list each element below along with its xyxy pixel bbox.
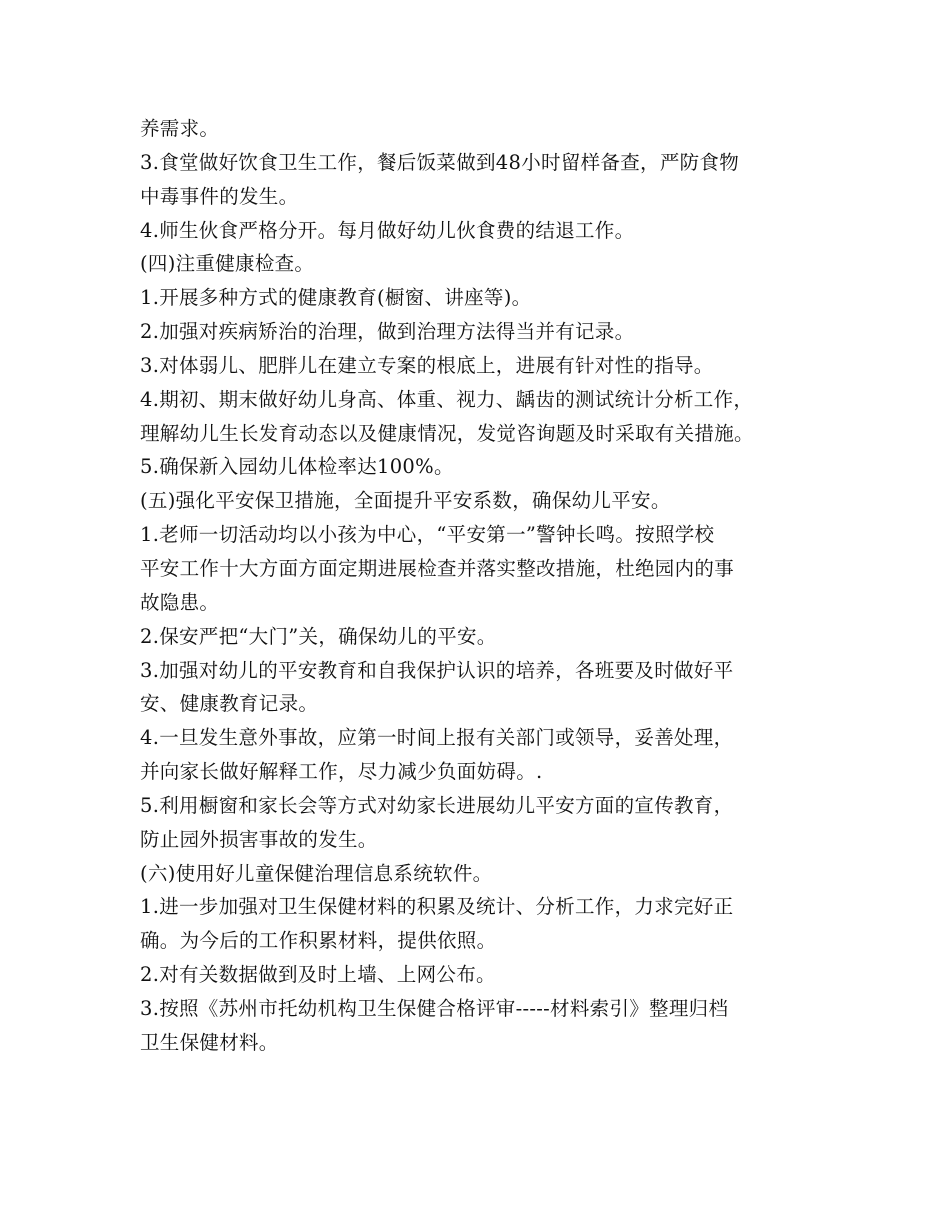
text-line: 安、健康教育记录。 xyxy=(140,692,319,716)
text-line: 平安工作十大方面方面定期进展检查并落实整改措施，杜绝园内的事 xyxy=(140,556,735,580)
text-line: 4.一旦发生意外事故，应第一时间上报有关部门或领导，妥善处理， xyxy=(140,726,734,750)
text-line: 3.对体弱儿、肥胖儿在建立专案的根底上，进展有针对性的指导。 xyxy=(140,353,714,377)
text-line: 防止园外损害事故的发生。 xyxy=(140,827,378,851)
text-line: 2.对有关数据做到及时上墙、上网公布。 xyxy=(140,963,496,987)
text-line: 并向家长做好解释工作，尽力减少负面妨碍。. xyxy=(140,760,543,784)
text-line: 3.加强对幼儿的平安教育和自我保护认识的培养，各班要及时做好平 xyxy=(140,658,734,682)
text-line: 4.期初、期末做好幼儿身高、体重、视力、龋齿的测试统计分析工作， xyxy=(140,387,754,411)
text-line: 中毒事件的发生。 xyxy=(140,184,299,208)
text-line: 3.食堂做好饮食卫生工作，餐后饭菜做到48小时留样备查，严防食物 xyxy=(140,150,740,174)
document-body xyxy=(140,112,830,1060)
text-line: 1.开展多种方式的健康教育(橱窗、讲座等)。 xyxy=(140,286,532,310)
text-line: 故隐患。 xyxy=(140,590,220,614)
text-line: 理解幼儿生长发育动态以及健康情况，发觉咨询题及时采取有关措施。 xyxy=(140,421,754,445)
section-heading: (五)强化平安保卫措施，全面提升平安系数，确保幼儿平安。 xyxy=(140,489,671,513)
text-line: 5.利用橱窗和家长会等方式对幼家长进展幼儿平安方面的宣传教育， xyxy=(140,793,734,817)
text-line: 2.保安严把“大门”关，确保幼儿的平安。 xyxy=(140,624,497,648)
text-line: 养需求。 xyxy=(140,117,220,140)
text-line: 1.老师一切活动均以小孩为中心，“平安第一”警钟长鸣。按照学校 xyxy=(140,523,715,547)
text-line: 1.进一步加强对卫生保健材料的积累及统计、分析工作，力求完好正 xyxy=(140,895,734,919)
text-line: 2.加强对疾病矫治的治理，做到治理方法得当并有记录。 xyxy=(140,320,635,344)
text-line: 确。为今后的工作积累材料，提供依照。 xyxy=(140,929,497,953)
text-line: 卫生保健材料。 xyxy=(140,1030,279,1054)
text-line: 5.确保新入园幼儿体检率达100%。 xyxy=(140,455,454,479)
section-heading: (四)注重健康检查。 xyxy=(140,252,315,276)
section-heading: (六)使用好儿童保健治理信息系统软件。 xyxy=(140,861,493,885)
text-line: 3.按照《苏州市托幼机构卫生保健合格评审-----材料索引》整理归档 xyxy=(140,996,729,1020)
text-line: 4.师生伙食严格分开。每月做好幼儿伙食费的结退工作。 xyxy=(140,218,635,242)
